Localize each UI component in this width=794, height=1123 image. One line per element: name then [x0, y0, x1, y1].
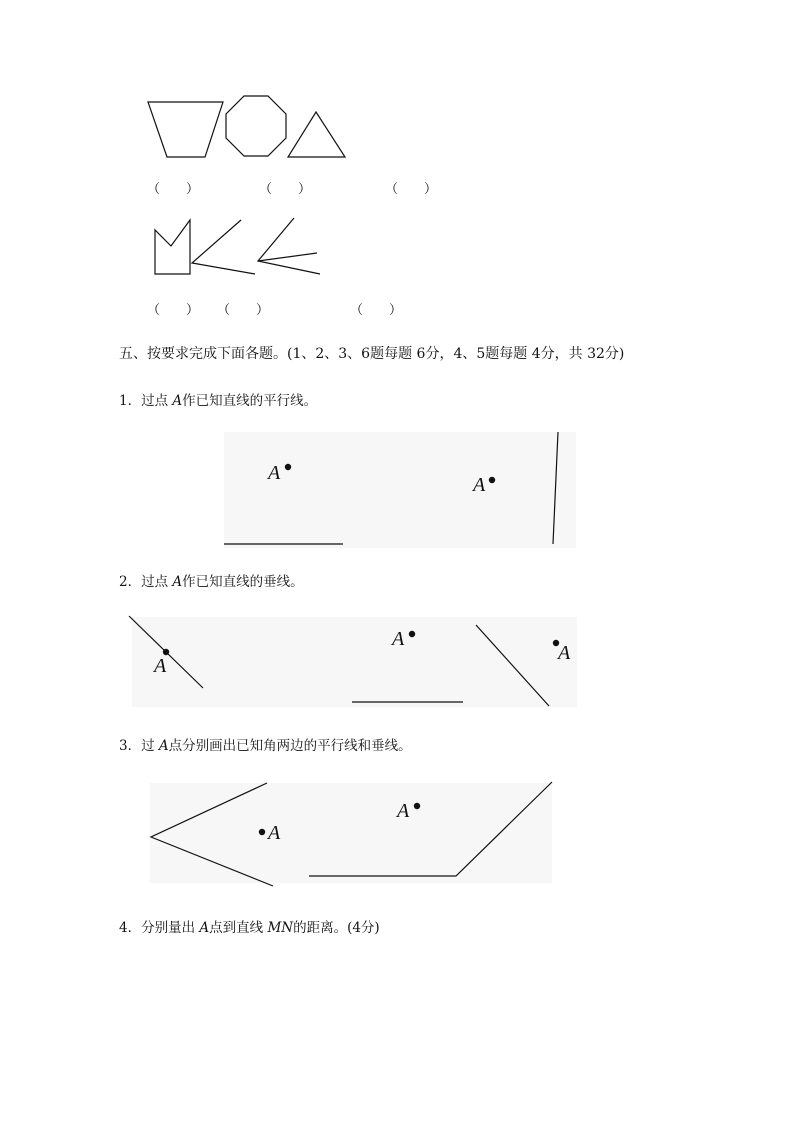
q3-point-label-1: A [268, 822, 281, 844]
q1-point-label-2: A [473, 474, 486, 496]
section-heading: 五、按要求完成下面各题。(1、2、3、6题每题 6分，4、5题每题 4分，共 32分) [119, 346, 625, 362]
blank-angle-2[interactable]: （ ） [350, 303, 403, 318]
q2-point-label-3: A [558, 642, 571, 664]
q2-point-label-2: A [392, 628, 405, 650]
question-4-prompt: 4．分别量出 A点到直线 MN的距离。(4分) [119, 920, 380, 936]
q1-point-label-1: A [268, 462, 281, 484]
blank-polygon[interactable]: （ ） [147, 303, 200, 318]
q2-point-label-1: A [154, 655, 167, 677]
question-3-prompt: 3．过 A点分别画出已知角两边的平行线和垂线。 [119, 738, 412, 754]
q3-point-label-2: A [397, 800, 410, 822]
blank-octagon[interactable]: （ ） [259, 182, 312, 197]
question-2-prompt: 2．过点 A作已知直线的垂线。 [119, 574, 304, 590]
blank-angle-1[interactable]: （ ） [217, 303, 270, 318]
blank-triangle[interactable]: （ ） [385, 182, 438, 197]
blank-trapezoid[interactable]: （ ） [147, 182, 200, 197]
question-1-prompt: 1．过点 A作已知直线的平行线。 [119, 393, 318, 409]
